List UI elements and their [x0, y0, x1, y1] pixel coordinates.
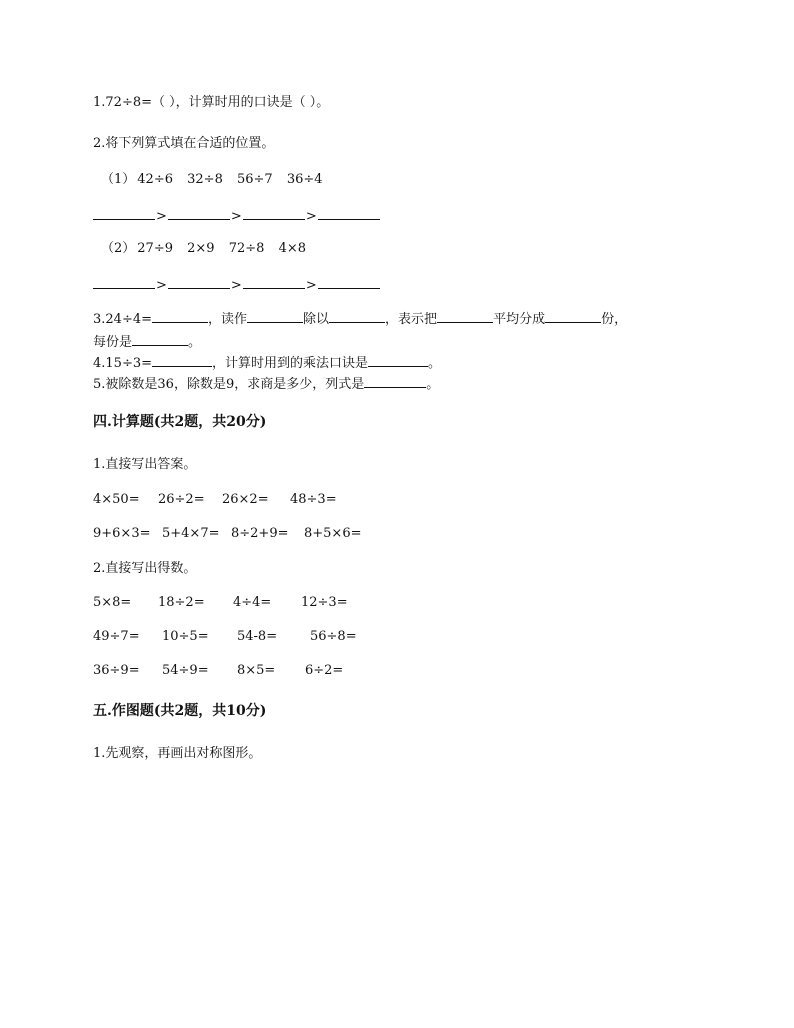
answer-blank[interactable] — [318, 207, 380, 220]
question-3-text: 份， — [601, 312, 628, 327]
question-4-text: 。 — [428, 356, 442, 371]
calc-item: 6÷2= — [305, 663, 344, 678]
calc-item: 10÷5= — [162, 629, 209, 644]
answer-blank[interactable] — [437, 310, 493, 323]
group-1-label: （1） — [101, 172, 136, 187]
calc-item: 8÷2+9= — [231, 526, 289, 541]
calc-item: 54-8= — [237, 629, 278, 644]
question-5-text: 。 — [426, 377, 440, 392]
greater-than-sign: > — [305, 209, 317, 224]
calc-item: 54÷9= — [162, 663, 209, 678]
calc-item: 8+5×6= — [304, 526, 362, 541]
question-2-group-2 — [101, 241, 306, 257]
question-3-text: 除以 — [303, 312, 330, 327]
group-2-item: 27÷9 — [137, 241, 173, 256]
question-4-text: ，计算时用到的乘法口诀是 — [212, 356, 369, 371]
question-2-blanks-2 — [93, 276, 380, 294]
group-2-label: （2） — [101, 241, 136, 256]
answer-blank[interactable] — [545, 310, 601, 323]
question-3-text: ，读作 — [208, 312, 248, 327]
greater-than-sign: > — [230, 209, 242, 224]
calc-item: 9+6×3= — [93, 526, 151, 541]
answer-blank[interactable] — [93, 276, 155, 289]
question-4-text: 4.15÷3= — [93, 356, 153, 371]
group-2-item: 4×8 — [278, 241, 307, 256]
calc-item: 5×8= — [93, 595, 132, 610]
calc-item: 36÷9= — [93, 663, 140, 678]
greater-than-sign: > — [156, 278, 167, 293]
question-5 — [93, 375, 439, 393]
section-4-heading: 四.计算题(共2题，共20分) — [93, 414, 267, 430]
question-3-line-2 — [93, 333, 201, 351]
group-1-item: 32÷8 — [187, 172, 223, 187]
answer-blank[interactable] — [364, 375, 426, 388]
question-2-title: 2.将下列算式填在合适的位置。 — [93, 136, 275, 151]
question-3-text: ，表示把 — [385, 312, 438, 327]
question-3-text: 平均分成 — [493, 312, 546, 327]
answer-blank[interactable] — [168, 207, 230, 220]
greater-than-sign: > — [305, 278, 317, 293]
answer-blank[interactable] — [152, 354, 212, 367]
question-2-group-1 — [101, 172, 323, 188]
group-1-item: 42÷6 — [137, 172, 173, 187]
calc-item: 48÷3= — [290, 492, 337, 507]
answer-blank[interactable] — [329, 310, 385, 323]
calc-item: 26×2= — [222, 492, 269, 507]
calc-item: 8×5= — [237, 663, 276, 678]
greater-than-sign: > — [230, 278, 242, 293]
calc-item: 18÷2= — [158, 595, 205, 610]
answer-blank[interactable] — [243, 207, 305, 220]
answer-blank[interactable] — [132, 333, 188, 346]
greater-than-sign: > — [156, 209, 167, 224]
question-3-text: 3.24÷4= — [93, 312, 153, 327]
answer-blank[interactable] — [168, 276, 230, 289]
group-2-item: 72÷8 — [228, 241, 265, 256]
calc-1-title: 1.直接写出答案。 — [93, 457, 197, 472]
answer-blank[interactable] — [93, 207, 155, 220]
question-3-line-1 — [93, 310, 627, 328]
calc-item: 49÷7= — [93, 629, 140, 644]
question-4 — [93, 354, 441, 372]
question-2-blanks-1 — [93, 207, 380, 225]
question-5-text: 5.被除数是36，除数是9，求商是多少，列式是 — [93, 377, 365, 392]
draw-1-title: 1.先观察，再画出对称图形。 — [93, 746, 262, 761]
group-2-item: 2×9 — [187, 241, 215, 256]
calc-item: 12÷3= — [301, 595, 348, 610]
answer-blank[interactable] — [318, 276, 380, 289]
group-1-item: 36÷4 — [286, 172, 323, 187]
answer-blank[interactable] — [247, 310, 303, 323]
calc-item: 4÷4= — [233, 595, 272, 610]
question-3-text: 。 — [188, 335, 202, 350]
group-1-item: 56÷7 — [237, 172, 273, 187]
answer-blank[interactable] — [243, 276, 305, 289]
calc-item: 56÷8= — [310, 629, 357, 644]
section-5-heading: 五.作图题(共2题，共10分) — [93, 703, 267, 719]
calc-item: 5+4×7= — [162, 526, 220, 541]
calc-item: 4×50= — [93, 492, 140, 507]
calc-2-title: 2.直接写出得数。 — [93, 561, 197, 576]
answer-blank[interactable] — [368, 354, 428, 367]
calc-item: 26÷2= — [158, 492, 205, 507]
answer-blank[interactable] — [152, 310, 208, 323]
question-3-text: 每份是 — [93, 335, 133, 350]
question-1: 1.72÷8=（ ），计算时用的口诀是（ ）。 — [93, 95, 330, 110]
